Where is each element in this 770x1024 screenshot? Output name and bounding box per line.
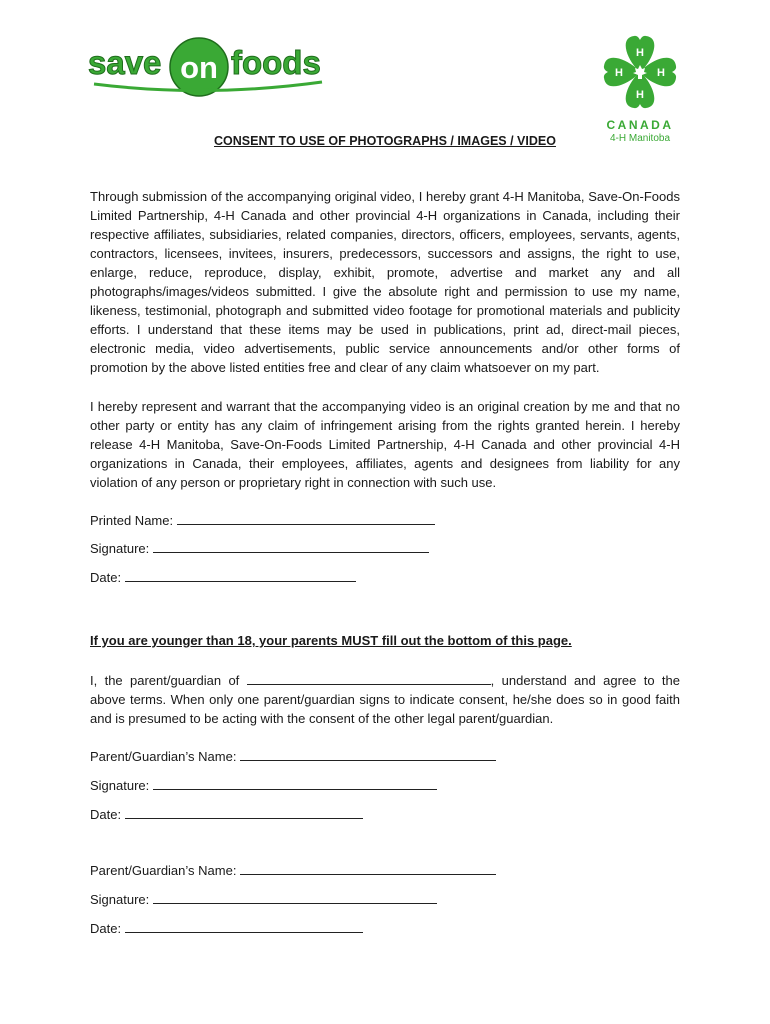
svg-text:on: on [180,50,218,85]
guardian-1-date-field[interactable] [90,804,363,824]
svg-text:H: H [615,67,623,79]
guardian-1-date-label: Date: [90,807,122,822]
guardian-1-name-field[interactable] [90,746,496,766]
svg-text:save: save [88,44,162,81]
guardian-2-name-label: Parent/Guardian’s Name: [90,863,237,878]
guardian-2-name-line[interactable] [240,860,496,875]
guardian-statement-prefix: I, the parent/guardian of [90,673,240,688]
guardian-2-signature-field[interactable] [90,889,437,909]
guardian-2-date-field[interactable] [90,918,363,938]
guardian-statement [90,671,680,728]
guardian-1-date-line[interactable] [125,804,363,819]
svg-text:foods: foods [231,44,321,81]
svg-text:H: H [657,67,665,79]
save-on-foods-logo [86,36,330,98]
guardian-1-name-label: Parent/Guardian’s Name: [90,749,237,764]
date-field[interactable] [90,567,356,587]
printed-name-label: Printed Name: [90,513,174,528]
grant-paragraph: Through submission of the accompanying original video, I hereby grant 4-H Manitoba, Save-On-Foods Limited Partnership, 4-H Canada and other provincial 4-H organizations in Canada, including their respective affiliates, subsidiaries, related companies, directors, officers, employees, servants, agents, contractors, licensees, invitees, insurers, predecessors, successors and assigns, the right to use, enlarge, reduce, reproduce, display, exhibit, promote, advertise and market any and all photographs/images/videos submitted. I give the absolute right and permission to use my name, likeness, testimonial, photograph and submitted video footage for promotional materials and publicity efforts. I understand that these items may be used in publications, print ad, direct-mail pieces, electronic media, video advertisements, public service announcements and/or other forms of promotion by the above listed entities free and clear of any claim whatsoever on my part. [90,189,680,375]
4h-manitoba-label: 4-H Manitoba [609,133,671,144]
guardian-1-signature-line[interactable] [153,775,437,790]
guardian-2-date-label: Date: [90,921,122,936]
warrant-paragraph: I hereby represent and warrant that the accompanying video is an original creation by me and that no other party or entity has any claim of infringement arising from the rights granted herein. I hereby release 4-H Manitoba, Save-On-Foods Limited Partnership, 4-H Canada and other provincial 4-H organizations in Canada, their employees, affiliates, agents and designees from liability for any violation of any person or proprietary right in connection with such use. [90,399,680,490]
document-title: CONSENT TO USE OF PHOTOGRAPHS / IMAGES / VIDEO [214,134,556,148]
svg-text:H: H [636,89,644,101]
signature-field[interactable] [90,538,429,558]
date-line[interactable] [125,567,356,582]
guardian-2-date-line[interactable] [125,918,363,933]
minor-notice: If you are younger than 18, your parents MUST fill out the bottom of this page. [90,633,572,648]
signature-line[interactable] [153,538,429,553]
4h-canada-label: CANADA [606,118,674,132]
svg-text:H: H [636,47,644,59]
guardian-1-name-line[interactable] [240,746,496,761]
guardian-statement-suffix: , understand and agree to the above terms. When only one parent/guardian signs to indicate consent, he/she does so in good faith and is presumed to be acting with the consent of the other legal parent/guardian. [90,673,680,726]
guardian-2-signature-line[interactable] [153,889,437,904]
printed-name-field[interactable] [90,510,435,530]
date-label: Date: [90,570,122,585]
guardian-2-signature-label: Signature: [90,892,150,907]
guardian-1-signature-field[interactable] [90,775,437,795]
4h-clover-logo [598,32,682,112]
printed-name-line[interactable] [177,510,435,525]
guardian-2-name-field[interactable] [90,860,496,880]
signature-label: Signature: [90,541,150,556]
guardian-1-signature-label: Signature: [90,778,150,793]
child-name-line[interactable] [247,671,491,685]
